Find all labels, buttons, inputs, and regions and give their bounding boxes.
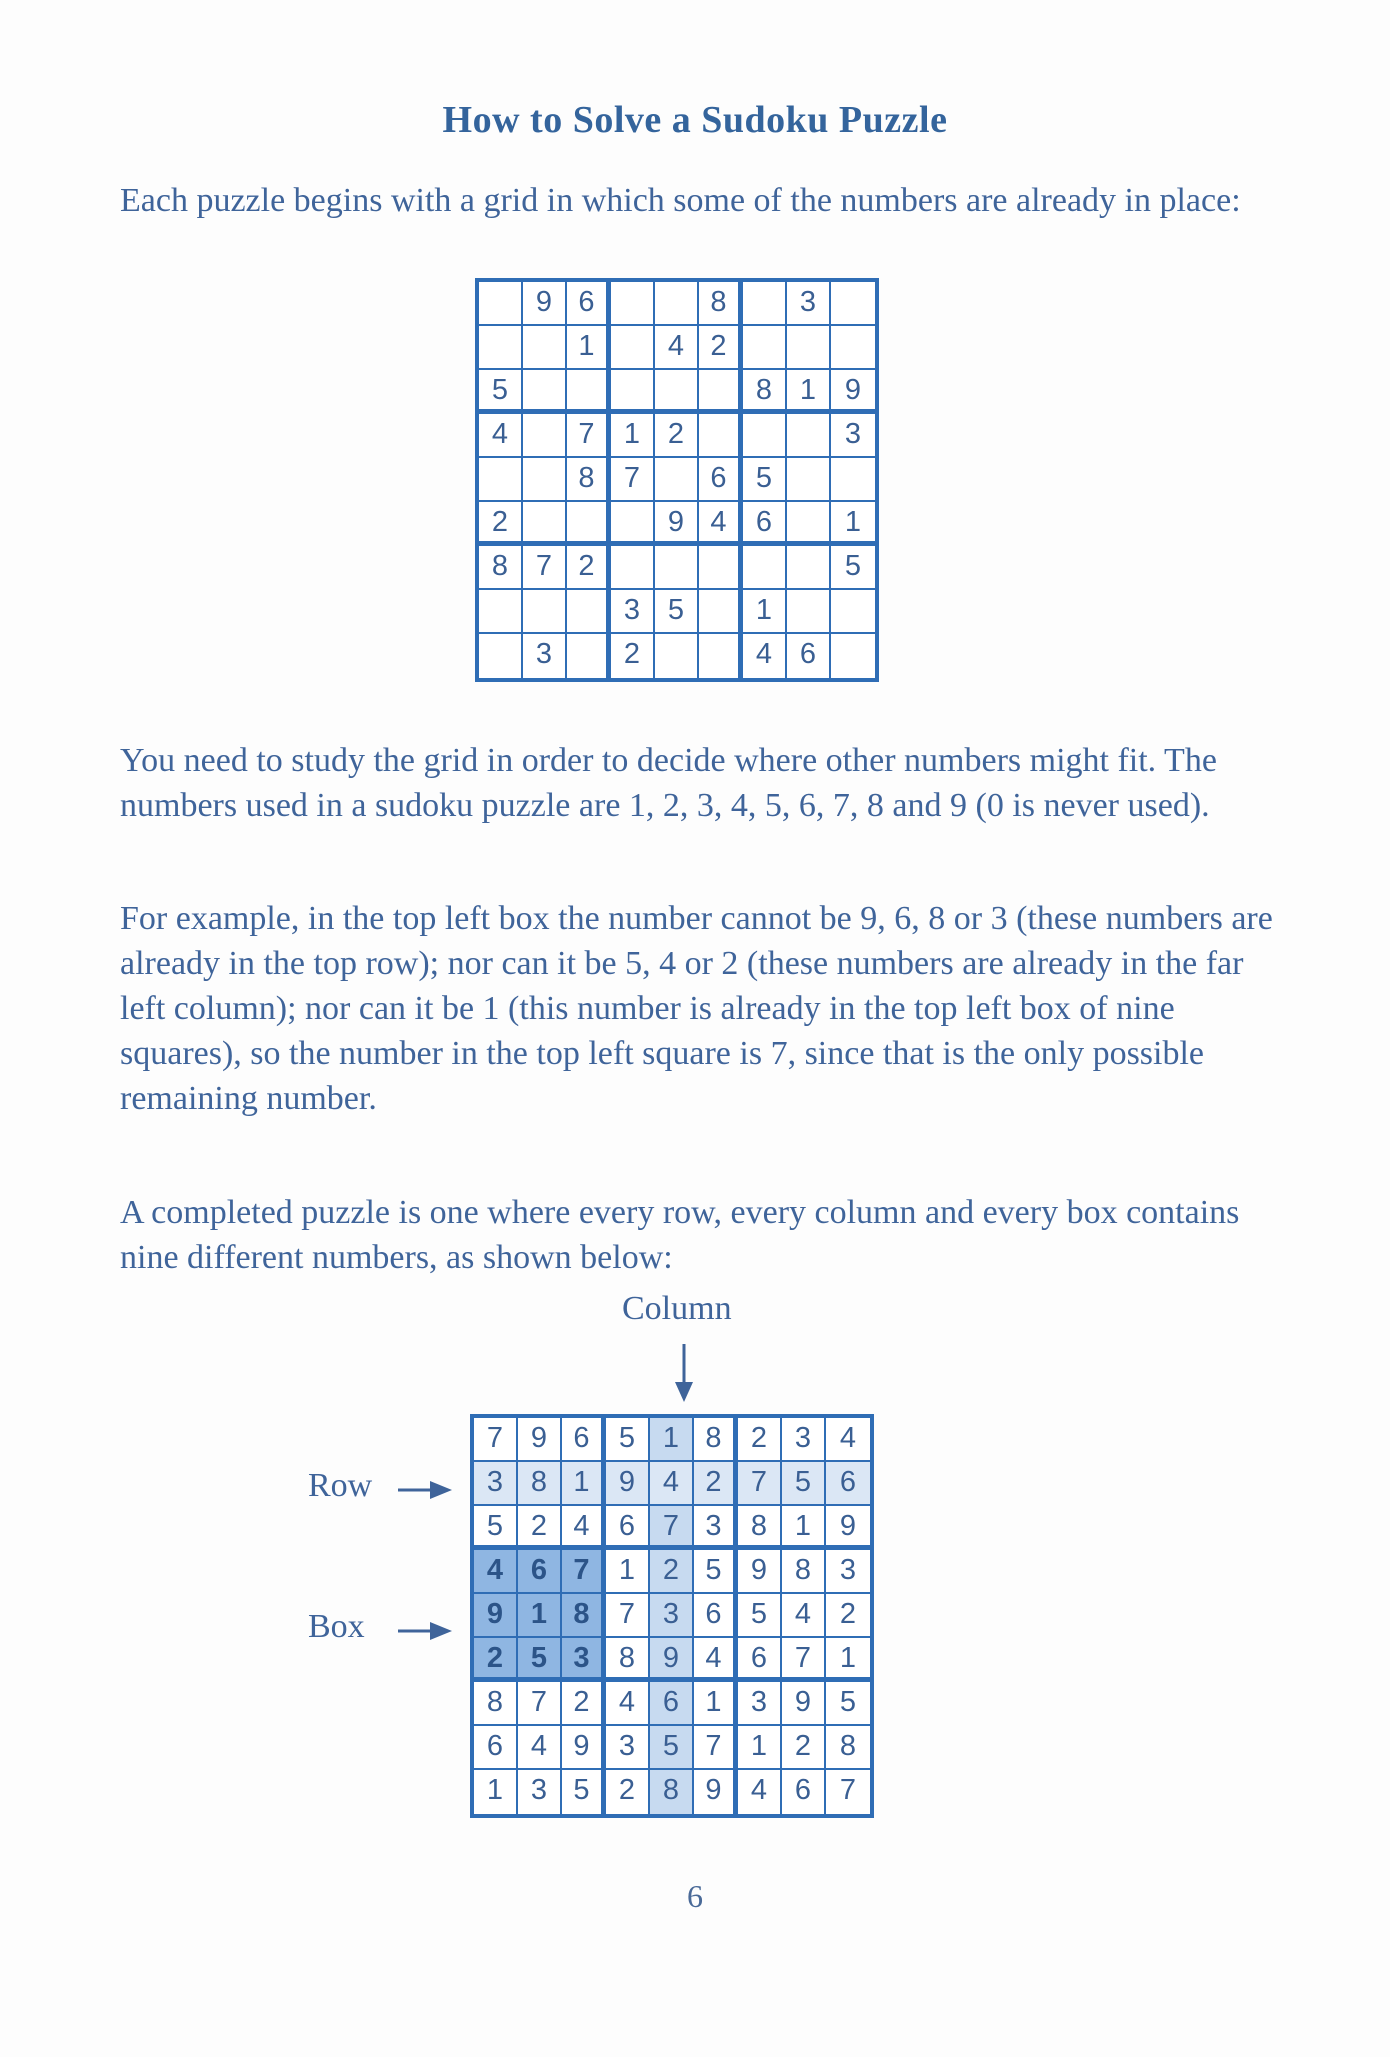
grid-cell: 6	[787, 634, 831, 678]
grid-cell: 5	[606, 1418, 650, 1462]
grid-cell	[523, 458, 567, 502]
grid-cell: 2	[782, 1726, 826, 1770]
row-arrow-icon	[396, 1480, 454, 1500]
puzzle-grid	[475, 278, 879, 682]
grid-cell: 7	[782, 1638, 826, 1682]
grid-cell	[567, 502, 611, 546]
grid-cell: 5	[694, 1550, 738, 1594]
grid-cell: 4	[826, 1418, 870, 1462]
grid-cell: 9	[523, 282, 567, 326]
grid-cell	[611, 282, 655, 326]
grid-cell: 6	[606, 1506, 650, 1550]
grid-cell: 8	[567, 458, 611, 502]
grid-cell: 1	[738, 1726, 782, 1770]
grid-cell: 5	[518, 1638, 562, 1682]
grid-cell: 2	[826, 1594, 870, 1638]
grid-cell	[567, 634, 611, 678]
grid-cell: 7	[650, 1506, 694, 1550]
grid-cell: 3	[826, 1550, 870, 1594]
grid-cell: 7	[562, 1550, 606, 1594]
grid-cell	[655, 282, 699, 326]
grid-cell	[523, 590, 567, 634]
grid-cell: 6	[782, 1770, 826, 1814]
column-arrow-icon	[672, 1342, 696, 1404]
box-label: Box	[308, 1608, 365, 1645]
grid-cell	[787, 414, 831, 458]
grid-cell: 9	[650, 1638, 694, 1682]
grid-cell: 2	[738, 1418, 782, 1462]
grid-cell	[611, 326, 655, 370]
grid-cell	[699, 414, 743, 458]
grid-cell: 4	[782, 1594, 826, 1638]
grid-cell: 1	[694, 1682, 738, 1726]
grid-cell: 5	[562, 1770, 606, 1814]
grid-cell: 6	[474, 1726, 518, 1770]
grid-cell: 8	[479, 546, 523, 590]
grid-cell: 3	[606, 1726, 650, 1770]
grid-cell: 3	[738, 1682, 782, 1726]
grid-cell: 8	[694, 1418, 738, 1462]
grid-cell: 1	[787, 370, 831, 414]
grid-cell: 1	[474, 1770, 518, 1814]
grid-cell	[831, 326, 875, 370]
grid-cell: 2	[567, 546, 611, 590]
grid-cell: 9	[831, 370, 875, 414]
page-number: 6	[687, 1878, 703, 1914]
completed-paragraph: A completed puzzle is one where every row, every column and every box contains nine different numbers, as shown below:	[120, 1194, 1240, 1276]
grid-cell: 9	[694, 1770, 738, 1814]
grid-cell	[699, 634, 743, 678]
grid-cell	[787, 502, 831, 546]
grid-cell: 6	[738, 1638, 782, 1682]
grid-cell	[479, 326, 523, 370]
grid-cell: 9	[562, 1726, 606, 1770]
grid-cell: 8	[650, 1770, 694, 1814]
grid-cell: 2	[606, 1770, 650, 1814]
grid-cell	[479, 458, 523, 502]
grid-cell: 6	[518, 1550, 562, 1594]
grid-cell: 4	[738, 1770, 782, 1814]
grid-cell: 7	[518, 1682, 562, 1726]
grid-cell	[787, 590, 831, 634]
grid-cell: 4	[694, 1638, 738, 1682]
grid-cell: 6	[743, 502, 787, 546]
grid-cell: 5	[655, 590, 699, 634]
grid-cell	[743, 282, 787, 326]
grid-cell: 7	[606, 1594, 650, 1638]
example-paragraph: For example, in the top left box the number cannot be 9, 6, 8 or 3 (these numbers are already in the top row); nor can it be 5, 4 or 2 (these numbers are already in the far left column); nor can it be 1 (this number is already in the top left box of nine squares), so the number in the top left square is 7, since that is the only possible remaining number.	[120, 900, 1273, 1117]
grid-cell: 8	[518, 1462, 562, 1506]
grid-cell: 3	[831, 414, 875, 458]
grid-cell	[831, 634, 875, 678]
grid-cell	[743, 326, 787, 370]
grid-cell: 8	[699, 282, 743, 326]
grid-cell: 8	[826, 1726, 870, 1770]
grid-cell: 4	[743, 634, 787, 678]
grid-cell	[655, 370, 699, 414]
grid-cell: 6	[699, 458, 743, 502]
grid-cell: 3	[782, 1418, 826, 1462]
grid-cell: 3	[518, 1770, 562, 1814]
grid-cell: 6	[694, 1594, 738, 1638]
grid-cell: 4	[606, 1682, 650, 1726]
grid-cell	[831, 590, 875, 634]
grid-cell: 3	[611, 590, 655, 634]
grid-cell	[787, 546, 831, 590]
grid-cell: 2	[474, 1638, 518, 1682]
grid-cell: 9	[518, 1418, 562, 1462]
grid-cell: 5	[831, 546, 875, 590]
grid-cell	[611, 502, 655, 546]
grid-cell: 1	[743, 590, 787, 634]
grid-cell	[655, 634, 699, 678]
grid-cell	[743, 414, 787, 458]
grid-cell: 6	[650, 1682, 694, 1726]
intro-paragraph: Each puzzle begins with a grid in which some of the numbers are already in place:	[120, 182, 1241, 219]
grid-cell: 3	[474, 1462, 518, 1506]
grid-cell: 4	[655, 326, 699, 370]
grid-cell: 6	[826, 1462, 870, 1506]
grid-cell	[479, 634, 523, 678]
grid-cell	[567, 590, 611, 634]
grid-cell	[699, 590, 743, 634]
grid-cell: 3	[562, 1638, 606, 1682]
grid-cell: 1	[611, 414, 655, 458]
grid-cell: 8	[606, 1638, 650, 1682]
grid-cell: 1	[567, 326, 611, 370]
grid-cell: 5	[738, 1594, 782, 1638]
grid-cell: 9	[606, 1462, 650, 1506]
grid-cell: 9	[826, 1506, 870, 1550]
grid-cell: 9	[655, 502, 699, 546]
grid-cell: 2	[562, 1682, 606, 1726]
grid-cell: 5	[826, 1682, 870, 1726]
grid-cell	[787, 326, 831, 370]
grid-cell: 1	[782, 1506, 826, 1550]
grid-cell: 9	[738, 1550, 782, 1594]
grid-cell: 7	[611, 458, 655, 502]
grid-cell: 3	[523, 634, 567, 678]
column-label: Column	[622, 1290, 732, 1327]
grid-cell: 7	[694, 1726, 738, 1770]
grid-cell: 6	[567, 282, 611, 326]
grid-cell	[523, 502, 567, 546]
grid-cell	[523, 414, 567, 458]
grid-cell: 4	[518, 1726, 562, 1770]
grid-cell	[611, 546, 655, 590]
grid-cell: 7	[523, 546, 567, 590]
grid-cell	[699, 546, 743, 590]
grid-cell: 7	[839, 1774, 857, 1806]
grid-cell: 8	[743, 370, 787, 414]
grid-cell: 4	[699, 502, 743, 546]
box-arrow-icon	[396, 1621, 454, 1641]
grid-cell: 5	[650, 1726, 694, 1770]
grid-cell: 7	[474, 1418, 518, 1462]
grid-cell: 2	[699, 326, 743, 370]
grid-cell: 4	[479, 414, 523, 458]
grid-cell	[787, 458, 831, 502]
grid-cell: 2	[655, 414, 699, 458]
grid-cell: 1	[518, 1594, 562, 1638]
grid-cell: 1	[562, 1462, 606, 1506]
grid-cell: 7	[738, 1462, 782, 1506]
grid-cell: 8	[562, 1594, 606, 1638]
grid-cell	[567, 370, 611, 414]
grid-cell: 2	[694, 1462, 738, 1506]
grid-cell: 7	[567, 414, 611, 458]
grid-cell	[523, 370, 567, 414]
grid-cell	[743, 546, 787, 590]
study-paragraph: You need to study the grid in order to decide where other numbers might fit. The numbers used in a sudoku puzzle are 1, 2, 3, 4, 5, 6, 7, 8 and 9 (0 is never used).	[120, 742, 1217, 824]
grid-cell: 3	[694, 1506, 738, 1550]
grid-cell: 4	[474, 1550, 518, 1594]
grid-cell	[831, 282, 875, 326]
grid-cell: 9	[782, 1682, 826, 1726]
grid-cell: 9	[474, 1594, 518, 1638]
grid-cell: 8	[782, 1550, 826, 1594]
grid-cell: 5	[782, 1462, 826, 1506]
grid-cell: 2	[479, 502, 523, 546]
grid-cell: 4	[650, 1462, 694, 1506]
page-title: How to Solve a Sudoku Puzzle	[442, 99, 948, 141]
grid-cell: 1	[831, 502, 875, 546]
grid-cell: 3	[650, 1594, 694, 1638]
grid-cell: 2	[611, 634, 655, 678]
solution-grid	[470, 1414, 874, 1818]
grid-cell: 2	[650, 1550, 694, 1594]
row-label: Row	[308, 1467, 373, 1504]
grid-cell: 8	[474, 1682, 518, 1726]
grid-cell: 1	[826, 1638, 870, 1682]
grid-cell: 8	[738, 1506, 782, 1550]
grid-cell	[655, 458, 699, 502]
grid-cell: 2	[518, 1506, 562, 1550]
grid-cell	[655, 546, 699, 590]
grid-cell	[699, 370, 743, 414]
grid-cell: 1	[650, 1418, 694, 1462]
grid-cell: 3	[787, 282, 831, 326]
grid-cell	[831, 458, 875, 502]
grid-cell: 4	[562, 1506, 606, 1550]
grid-cell: 5	[479, 370, 523, 414]
grid-cell	[479, 590, 523, 634]
grid-cell	[611, 370, 655, 414]
grid-cell	[523, 326, 567, 370]
grid-cell: 1	[606, 1550, 650, 1594]
grid-cell: 5	[743, 458, 787, 502]
grid-cell: 6	[562, 1418, 606, 1462]
grid-cell: 5	[474, 1506, 518, 1550]
grid-cell	[479, 282, 523, 326]
